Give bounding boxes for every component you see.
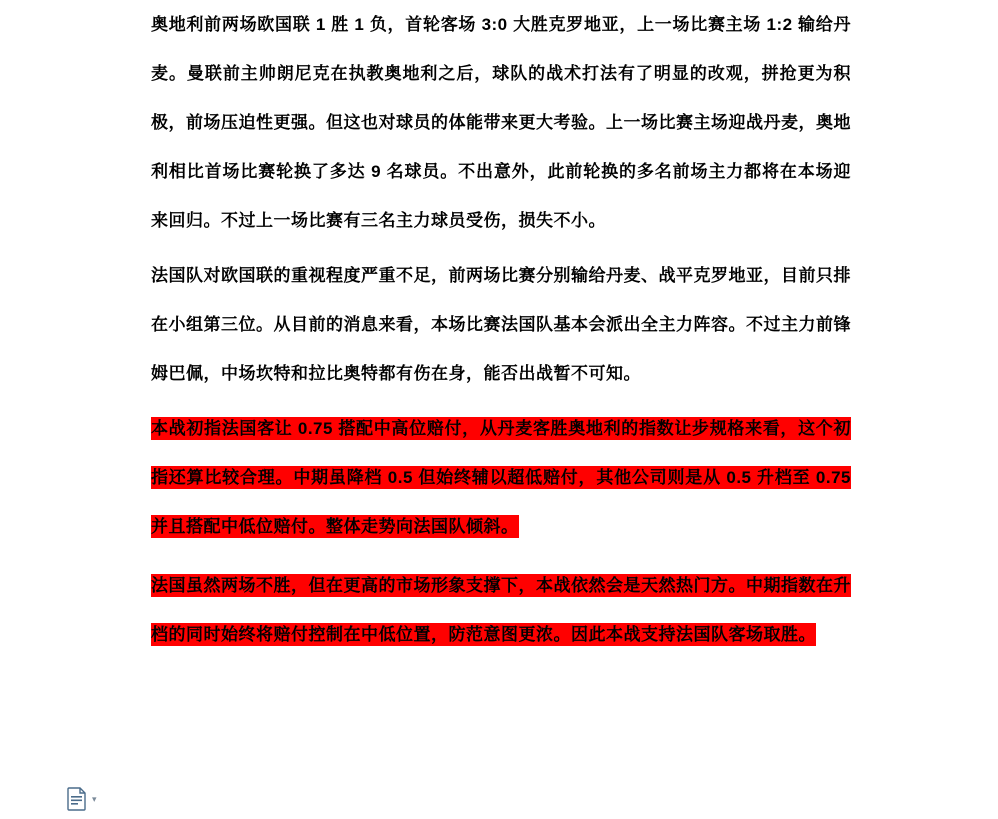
paragraph-4-text: 法国虽然两场不胜，但在更高的市场形象支撑下，本战依然会是天然热门方。中期指数在升档的同时始终将赔付控制在中低位置，防范意图更浓。因此本战支持法国队客场取胜。 [151,576,851,644]
document-body [151,0,851,659]
document-icon-button[interactable] [66,787,106,811]
paragraph-2-text: 法国队对欧国联的重视程度严重不足，前两场比赛分别输给丹麦、战平克罗地亚，目前只排在小组第三位。从目前的消息来看，本场比赛法国队基本会派出全主力阵容。不过主力前锋姆巴佩，中场坎特和拉比奥特都有伤在身，能否出战暂不可知。 [151,266,851,383]
chevron-down-icon[interactable]: ▾ [92,793,97,804]
paragraph-1 [151,0,851,245]
paragraph-1-text: 奥地利前两场欧国联 1 胜 1 负，首轮客场 3:0 大胜克罗地亚，上一场比赛主场 1:2 输给丹麦。曼联前主帅朗尼克在执教奥地利之后，球队的战术打法有了明显的改观，拼抢更为积极，前场压迫性更强。但这也对球员的体能带来更大考验。上一场比赛主场迎战丹麦，奥地利相比首场比赛轮换了多达 9 名球员。不出意外，此前轮换的多名前场主力都将在本场迎来回归。不过上一场比赛有三名主力球员受伤，损失不小。 [151,15,851,230]
paragraph-3-text: 本战初指法国客让 0.75 搭配中高位赔付，从丹麦客胜奥地利的指数让步规格来看，这个初指还算比较合理。中期虽降档 0.5 但始终辅以超低赔付，其他公司则是从 0.5 升档至 0.75 并且搭配中低位赔付。整体走势向法国队倾斜。 [151,419,851,536]
paragraph-4-highlighted [151,561,851,659]
document-icon [66,787,88,811]
paragraph-2 [151,251,851,398]
paragraph-spacer [151,551,851,561]
paragraph-3-highlighted [151,404,851,551]
